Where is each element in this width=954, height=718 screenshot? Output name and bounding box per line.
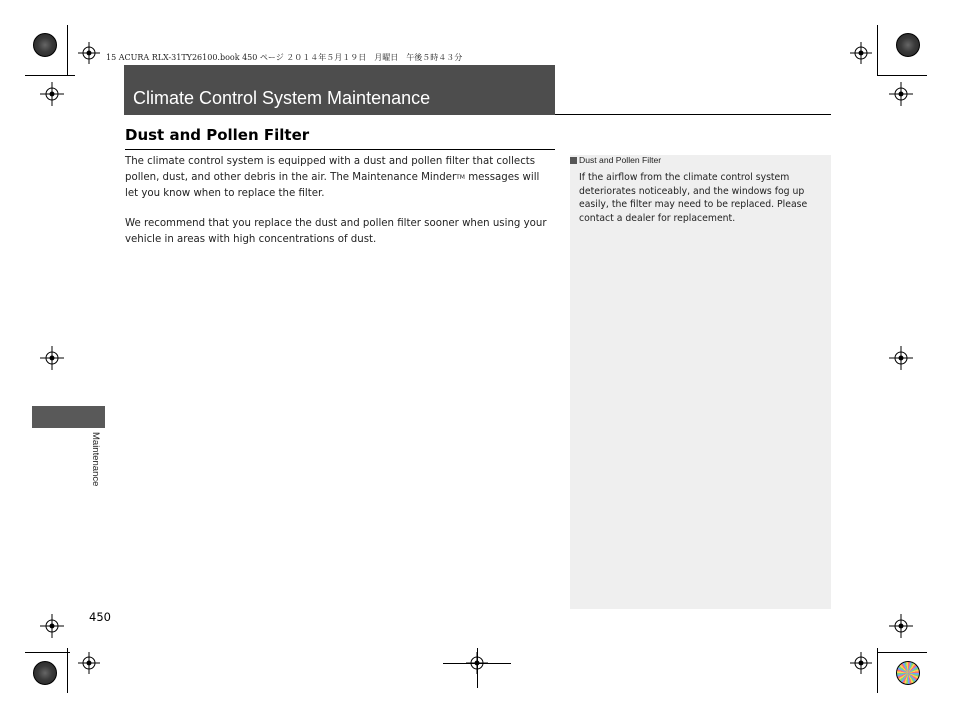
color-registration-disc — [896, 33, 920, 57]
side-tab — [32, 406, 105, 428]
registration-mark-icon — [40, 346, 64, 370]
side-tab-label: Maintenance — [90, 432, 101, 487]
registration-mark-icon — [889, 82, 913, 106]
paragraph-text: messages will let you know when to replace the filter. — [125, 172, 540, 199]
reference-icon — [570, 157, 577, 164]
title-rule — [555, 114, 831, 115]
color-registration-disc — [33, 661, 57, 685]
color-registration-disc — [896, 661, 920, 685]
registration-mark-icon — [40, 614, 64, 638]
sidebar-title-text: Dust and Pollen Filter — [579, 155, 662, 165]
body-paragraph: We recommend that you replace the dust and pollen filter sooner when using your vehicle in areas with high concentrations of dust. — [125, 218, 547, 245]
sidebar-title — [570, 155, 661, 165]
color-registration-disc — [33, 33, 57, 57]
section-heading: Dust and Pollen Filter — [125, 126, 310, 144]
trademark-mark: TM — [456, 174, 465, 181]
body-paragraph — [125, 154, 555, 202]
registration-mark-icon — [850, 652, 872, 674]
registration-mark-icon — [78, 652, 100, 674]
registration-mark-icon — [889, 346, 913, 370]
page-number: 450 — [89, 610, 111, 624]
section-rule — [125, 149, 555, 150]
paragraph-text: The climate control system is equipped with a dust and pollen filter that collects pollen, dust, and other debris in the air. The Maintenance Minder — [125, 156, 536, 183]
registration-mark-icon — [850, 42, 872, 64]
page-title: Climate Control System Maintenance — [133, 88, 431, 108]
registration-mark-icon — [889, 614, 913, 638]
file-header: 15 ACURA RLX-31TY26100.book 450 ページ ２０１４年５月１９日 月曜日 午後５時４３分 — [106, 53, 463, 62]
registration-mark-icon — [78, 42, 100, 64]
registration-mark-icon — [40, 82, 64, 106]
sidebar-text: If the airflow from the climate control system deteriorates noticeably, and the windows fog up easily, the filter may need to be replaced. Please contact a dealer for replacement. — [579, 172, 808, 224]
